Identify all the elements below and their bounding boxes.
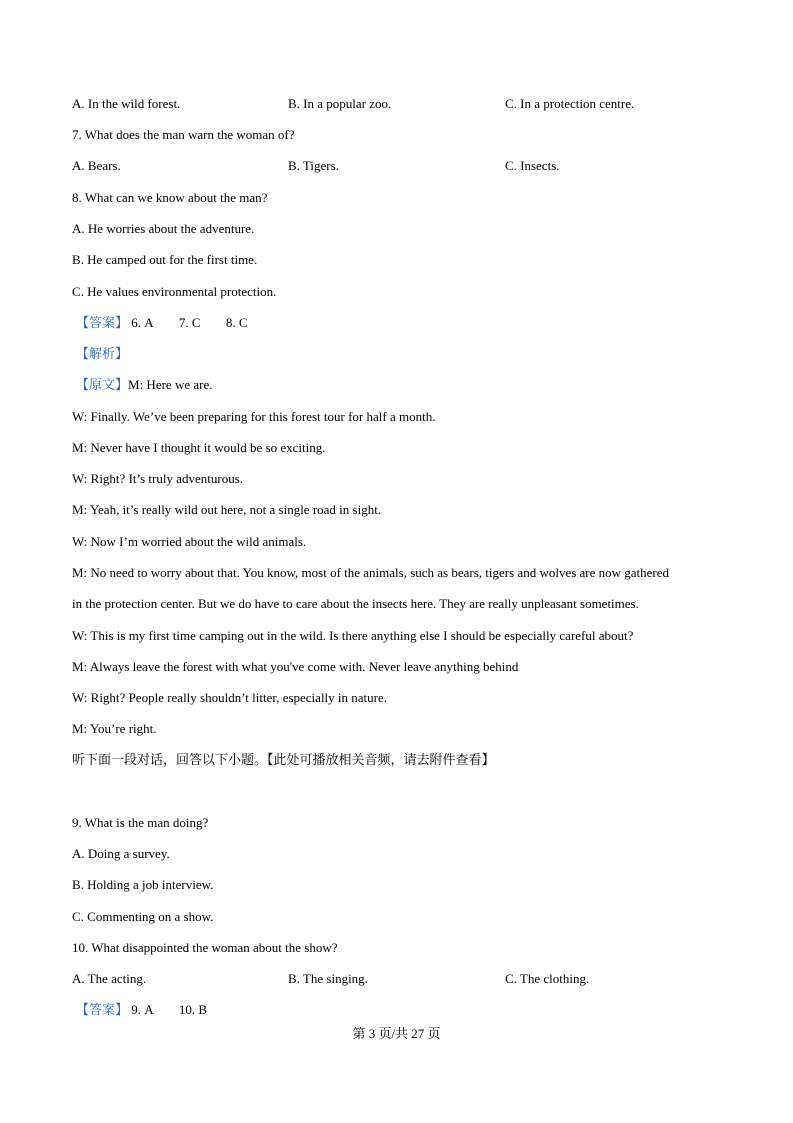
q10-option-c: C. The clothing. xyxy=(505,971,590,986)
transcript-tag: 【原文】 xyxy=(76,377,129,392)
q8-option-c: C. He values environmental protection. xyxy=(72,284,277,299)
analysis-tag: 【解析】 xyxy=(76,346,129,361)
q8-option-b: B. He camped out for the first time. xyxy=(72,252,258,267)
q10-option-b: B. The singing. xyxy=(288,971,368,986)
q7-option-b: B. Tigers. xyxy=(288,158,339,173)
q9-question: 9. What is the man doing? xyxy=(72,815,209,830)
transcript-line: W: Right? People really shouldn’t litter, especially in nature. xyxy=(72,690,388,705)
transcript-line: W: Finally. We’ve been preparing for this forest tour for half a month. xyxy=(72,409,436,424)
q9-option-c: C. Commenting on a show. xyxy=(72,909,214,924)
answer-item: 7. C xyxy=(178,315,201,330)
q9-option-b: B. Holding a job interview. xyxy=(72,877,214,892)
q7-question: 7. What does the man warn the woman of? xyxy=(72,127,295,142)
answer-item: 9. A xyxy=(131,1002,154,1017)
answer-item: 6. A xyxy=(131,315,154,330)
q8-question: 8. What can we know about the man? xyxy=(72,190,268,205)
q6-option-b: B. In a popular zoo. xyxy=(288,96,392,111)
q10-question: 10. What disappointed the woman about the show? xyxy=(72,940,338,955)
q9-option-a: A. Doing a survey. xyxy=(72,846,170,861)
transcript-first-line xyxy=(76,377,212,393)
answer-item: 10. B xyxy=(178,1002,208,1017)
transcript-line: W: Right? It’s truly adventurous. xyxy=(72,471,244,486)
transcript-line: W: This is my first time camping out in the wild. Is there anything else I should be especially careful about? xyxy=(72,628,634,643)
answer-tag: 【答案】 xyxy=(76,1002,129,1017)
listening-instruction: 听下面一段对话，回答以下小题。【此处可播放相关音频，请去附件查看】 xyxy=(72,752,495,767)
q8-option-a: A. He worries about the adventure. xyxy=(72,221,255,236)
q6-option-c: C. In a protection centre. xyxy=(505,96,635,111)
transcript-line: M: You’re right. xyxy=(72,721,157,736)
transcript-line: M: Yeah, it’s really wild out here, not a single road in sight. xyxy=(72,502,382,517)
answer-block-1 xyxy=(76,315,248,331)
answer-tag: 【答案】 xyxy=(76,315,129,330)
answer-item: 8. C xyxy=(225,315,248,330)
transcript-line: W: Now I’m worried about the wild animals. xyxy=(72,534,307,549)
q10-option-a: A. The acting. xyxy=(72,971,147,986)
transcript-line: M: Always leave the forest with what you've come with. Never leave anything behind xyxy=(72,659,519,674)
q7-option-a: A. Bears. xyxy=(72,158,121,173)
transcript-line: in the protection center. But we do have to care about the insects here. They are really unpleasant sometimes. xyxy=(72,596,639,611)
q7-option-c: C. Insects. xyxy=(505,158,560,173)
transcript-line: M: No need to worry about that. You know, most of the animals, such as bears, tigers and wolves are now gathered xyxy=(72,565,670,580)
transcript-line: M: Never have I thought it would be so exciting. xyxy=(72,440,326,455)
transcript-line: M: Here we are. xyxy=(128,377,213,392)
answer-block-2 xyxy=(76,1002,207,1018)
page-footer: 第 3 页/共 27 页 xyxy=(352,1026,441,1041)
q6-option-a: A. In the wild forest. xyxy=(72,96,181,111)
